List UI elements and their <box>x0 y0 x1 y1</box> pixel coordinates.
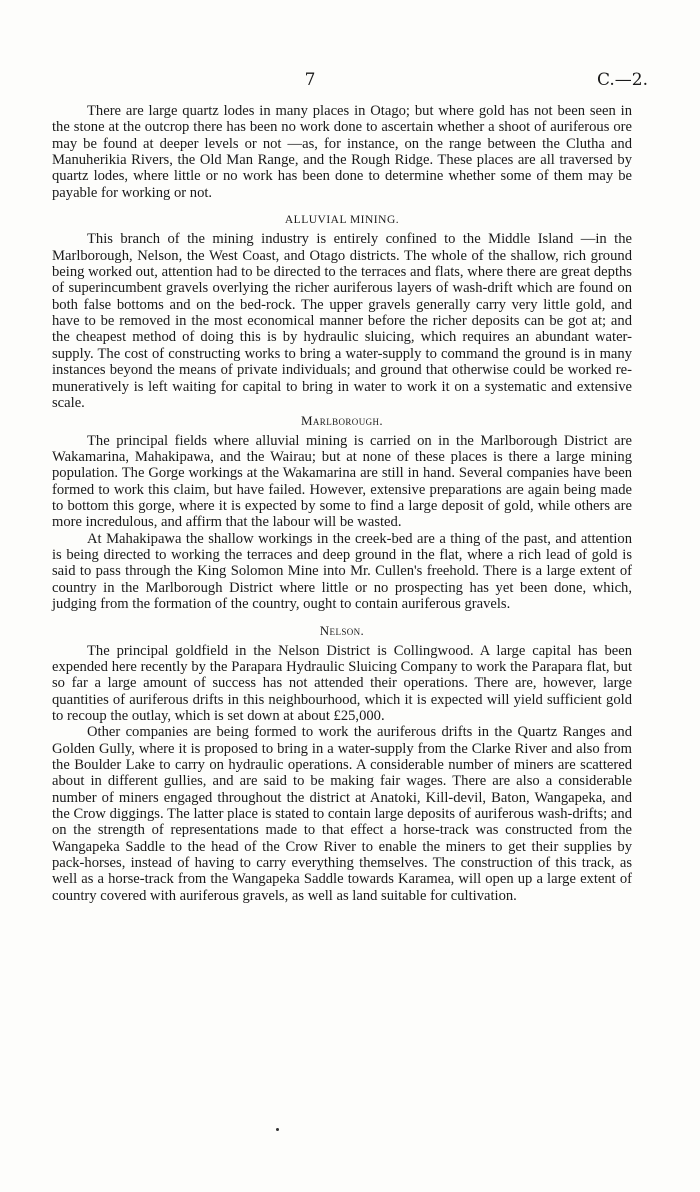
nelson-paragraph-2: Other companies are being formed to work the auriferous drifts in the Quartz Ranges and Golden Gully, where it is proposed to bring in a water-supply from the Clarke River and also from the Boulder Lake to carry on hydraulic operations. A considerable number of miners are scattered about in different gullies, and are said to be making fair wages. There are also a considerable number of miners engaged throughout the district at Anatoki, Kill-devil, Baton, Wangapeka, and the Crow diggings. The latter place is stated to contain large deposits of auriferous wash-drifts; and on the strength of representations made to that effect a horse-track was constructed from the Wangapeka Saddle to the head of the Crow River to enable the miners to get their supplies by pack-horses, instead of having to carry everything themselves. The construction of this track, as well as a horse-track from the Wangapeka Saddle towards Karamea, will open up a large extent of country covered with auriferous gravels, as well as land suitable for cultivation. <box>52 724 632 904</box>
nelson-heading: Nelson. <box>319 623 365 639</box>
marlborough-paragraph-2: At Mahakipawa the shallow workings in the creek-bed are a thing of the past, and attention is being directed to working the terraces and deep ground in the flat, where a rich lead of gold is said to pass through the King Solomon Mine into Mr. Cullen's freehold. There is a large extent of country in the Marlborough District where little or no prospecting has yet been done, which, judging from the formation of the country, ought to contain auriferous gravels. <box>52 530 632 612</box>
body-text <box>52 103 632 904</box>
marlborough-paragraph-1: The principal fields where alluvial mining is carried on in the Marlborough District are Wakamarina, Mahakipawa, and the Wairau; but at none of these places is there a large mining population. The Gorge workings at the Wakamarina are still in hand. Several companies have been formed to work this claim, but have failed. However, extensive preparations are again being made to bottom this gorge, where it is expected by some to find a large deposit of gold, while others are more incredulous, and affirm that the labour will be wasted. <box>52 432 632 531</box>
marlborough-heading: Marlborough. <box>300 413 384 429</box>
page-number: 7 <box>304 70 316 90</box>
alluvial-mining-paragraph: This branch of the mining industry is entirely confined to the Middle Island —in the Marlborough, Nelson, the West Coast, and Otago districts. The whole of the shallow, rich ground being worked out, attention had to be directed to the terraces and flats, where there are great depths of superincumbent gravels overlying the richer auriferous layers of wash-drift which are found on both false bottoms and on the bed-rock. The upper gravels generally carry very little gold, and have to be removed in the most economical manner before the richer deposits can be got at; and the cheapest method of doing this is by hydraulic sluicing, which requires an abundant water-supply. The cost of constructing works to bring a water-supply to command the ground is in many instances beyond the means of private individuals; and ground that otherwise could be worked remuneratively is left waiting for capital to bring in water to work it on a systematic and extensive scale. <box>52 231 632 411</box>
alluvial-mining-heading: ALLUVIAL MINING. <box>284 214 400 227</box>
nelson-paragraph-1: The principal goldfield in the Nelson District is Collingwood. A large capital has been expended here recently by the Parapara Hydraulic Sluicing Company to work the Parapara flat, but so far a large amount of success has not attended their operations. There are, however, large quantities of auriferous drifts in this neighbourhood, which it is expected will yield sufficient gold to recoup the outlay, which is set down at about £25,000. <box>52 642 632 725</box>
document-reference: C.—2. <box>596 70 648 90</box>
intro-paragraph: There are large quartz lodes in many places in Otago; but where gold has not been seen in the stone at the outcrop there has been no work done to ascertain whether a shoot of auriferous ore may be found at deeper levels or not —as, for instance, on the range between the Clutha and Manuherikia Rivers, the Old Man Range, and the Rough Ridge. These places are all traversed by quartz lodes, where little or no work has been done to determine whether some of them may be payable for working or not. <box>52 103 632 201</box>
ink-speck <box>276 1128 279 1131</box>
